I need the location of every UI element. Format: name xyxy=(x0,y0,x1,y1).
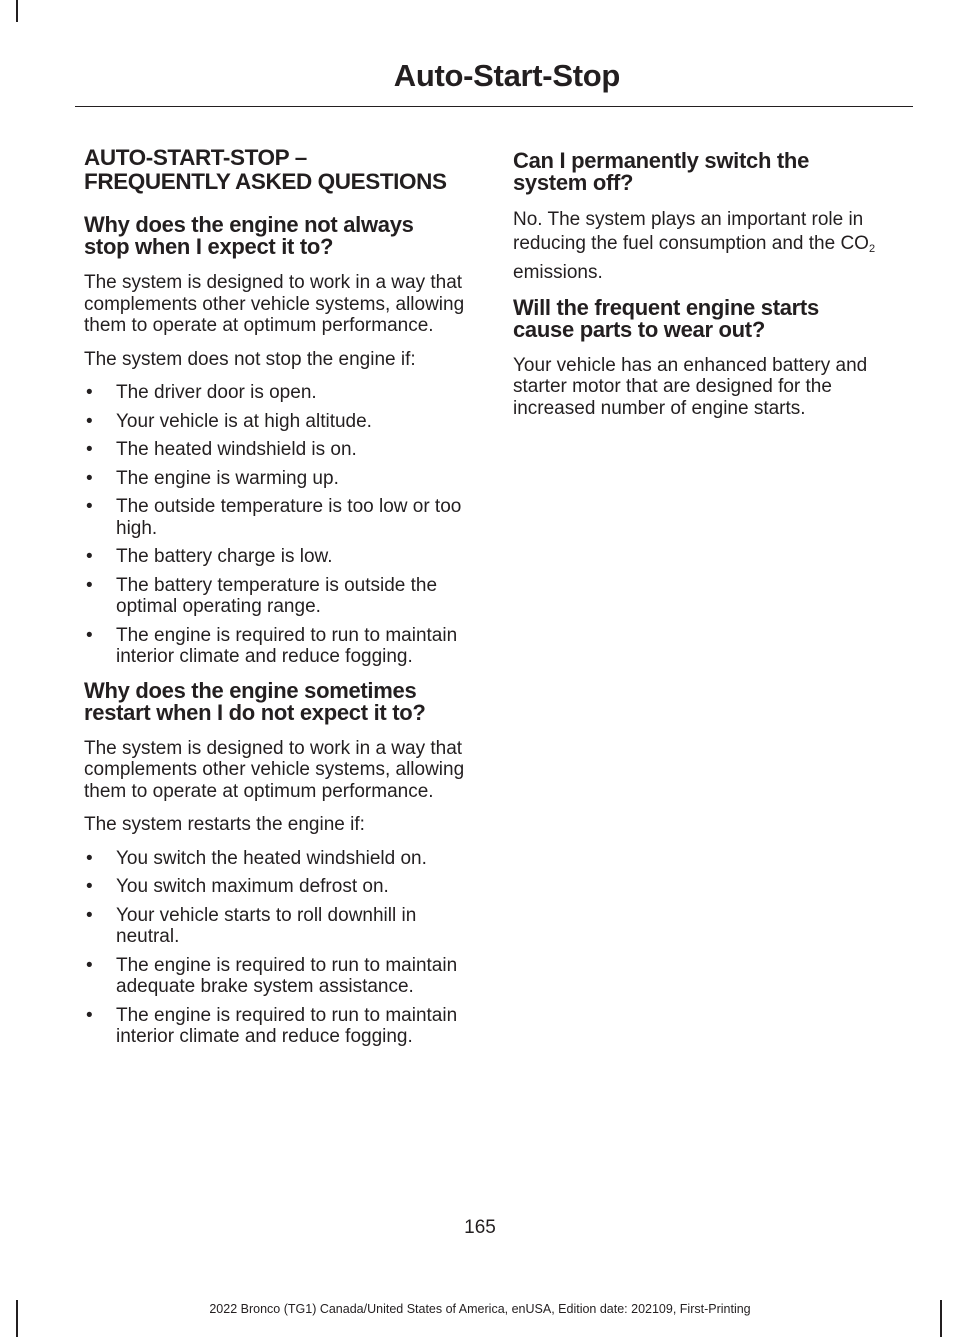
list-item: • You switch the heated windshield on. xyxy=(86,847,427,869)
crop-mark xyxy=(16,0,18,22)
question-heading-engine-not-stop: Why does the engine not always stop when I expect it to? xyxy=(84,212,414,259)
left-column xyxy=(84,146,479,1060)
list-item: • The engine is required to run to maintain interior climate and reduce fogging. xyxy=(86,1004,458,1047)
list-item: • The engine is required to run to maintain interior climate and reduce fogging. xyxy=(86,624,458,667)
bullet-icon: • xyxy=(86,467,93,489)
bullet-icon: • xyxy=(86,876,93,897)
footer-edition-info: 2022 Bronco (TG1) Canada/United States of America, enUSA, Edition date: 202109, First-Printing xyxy=(209,1302,751,1316)
answer-paragraph: No. The system plays an important role in reducing the fuel consumption and the $CO_2$ emissions. xyxy=(513,209,876,283)
list-item: • The driver door is open. xyxy=(86,382,317,403)
section-title: AUTO-START-STOP – FREQUENTLY ASKED QUESTIONS xyxy=(84,145,447,194)
list-item: • The battery temperature is outside the optimal operating range. xyxy=(86,574,438,617)
list-lead: The system does not stop the engine if: xyxy=(84,348,416,370)
list-item: • The engine is warming up. xyxy=(86,467,339,489)
bullet-icon: • xyxy=(86,382,93,403)
right-column xyxy=(513,146,913,431)
bullet-icon: • xyxy=(86,1004,93,1026)
bullet-list-restart xyxy=(84,848,479,1048)
page-number: 165 xyxy=(464,1217,496,1238)
question-heading-switch-off: Can I permanently switch the system off? xyxy=(513,148,810,195)
bullet-icon: • xyxy=(86,546,93,567)
bullet-icon: • xyxy=(86,847,93,869)
header-rule xyxy=(75,106,913,107)
bullet-icon: • xyxy=(86,410,93,432)
list-item: • The battery charge is low. xyxy=(86,546,333,567)
bullet-icon: • xyxy=(86,954,93,976)
list-item: • The outside temperature is too low or too high. xyxy=(86,496,462,539)
question-heading-engine-restart: Why does the engine sometimes restart when I do not expect it to? xyxy=(84,677,426,725)
list-item: • Your vehicle is at high altitude. xyxy=(86,410,372,432)
bullet-icon: • xyxy=(86,574,93,596)
page-header-title: Auto-Start-Stop xyxy=(393,58,620,93)
bullet-icon: • xyxy=(86,904,93,926)
list-item: • The engine is required to run to maintain adequate brake system assistance. xyxy=(86,954,458,997)
bullet-icon: • xyxy=(86,439,93,460)
list-item: • You switch maximum defrost on. xyxy=(86,876,389,897)
bullet-icon: • xyxy=(86,624,93,646)
question-heading-parts-wear: Will the frequent engine starts cause parts to wear out? xyxy=(513,294,819,342)
bullet-icon: • xyxy=(86,496,93,517)
answer-paragraph: The system is designed to work in a way that complements other vehicle systems, allowing them to operate at optimum performance. xyxy=(84,272,465,336)
bullet-list-no-stop xyxy=(84,382,479,668)
list-item: • Your vehicle starts to roll downhill in neutral. xyxy=(86,904,417,947)
answer-paragraph: Your vehicle has an enhanced battery and starter motor that are designed for the increased number of engine starts. xyxy=(513,354,868,419)
list-lead: The system restarts the engine if: xyxy=(84,814,365,835)
answer-paragraph: The system is designed to work in a way that complements other vehicle systems, allowing them to operate at optimum performance. xyxy=(84,737,465,802)
list-item: • The heated windshield is on. xyxy=(86,439,357,460)
